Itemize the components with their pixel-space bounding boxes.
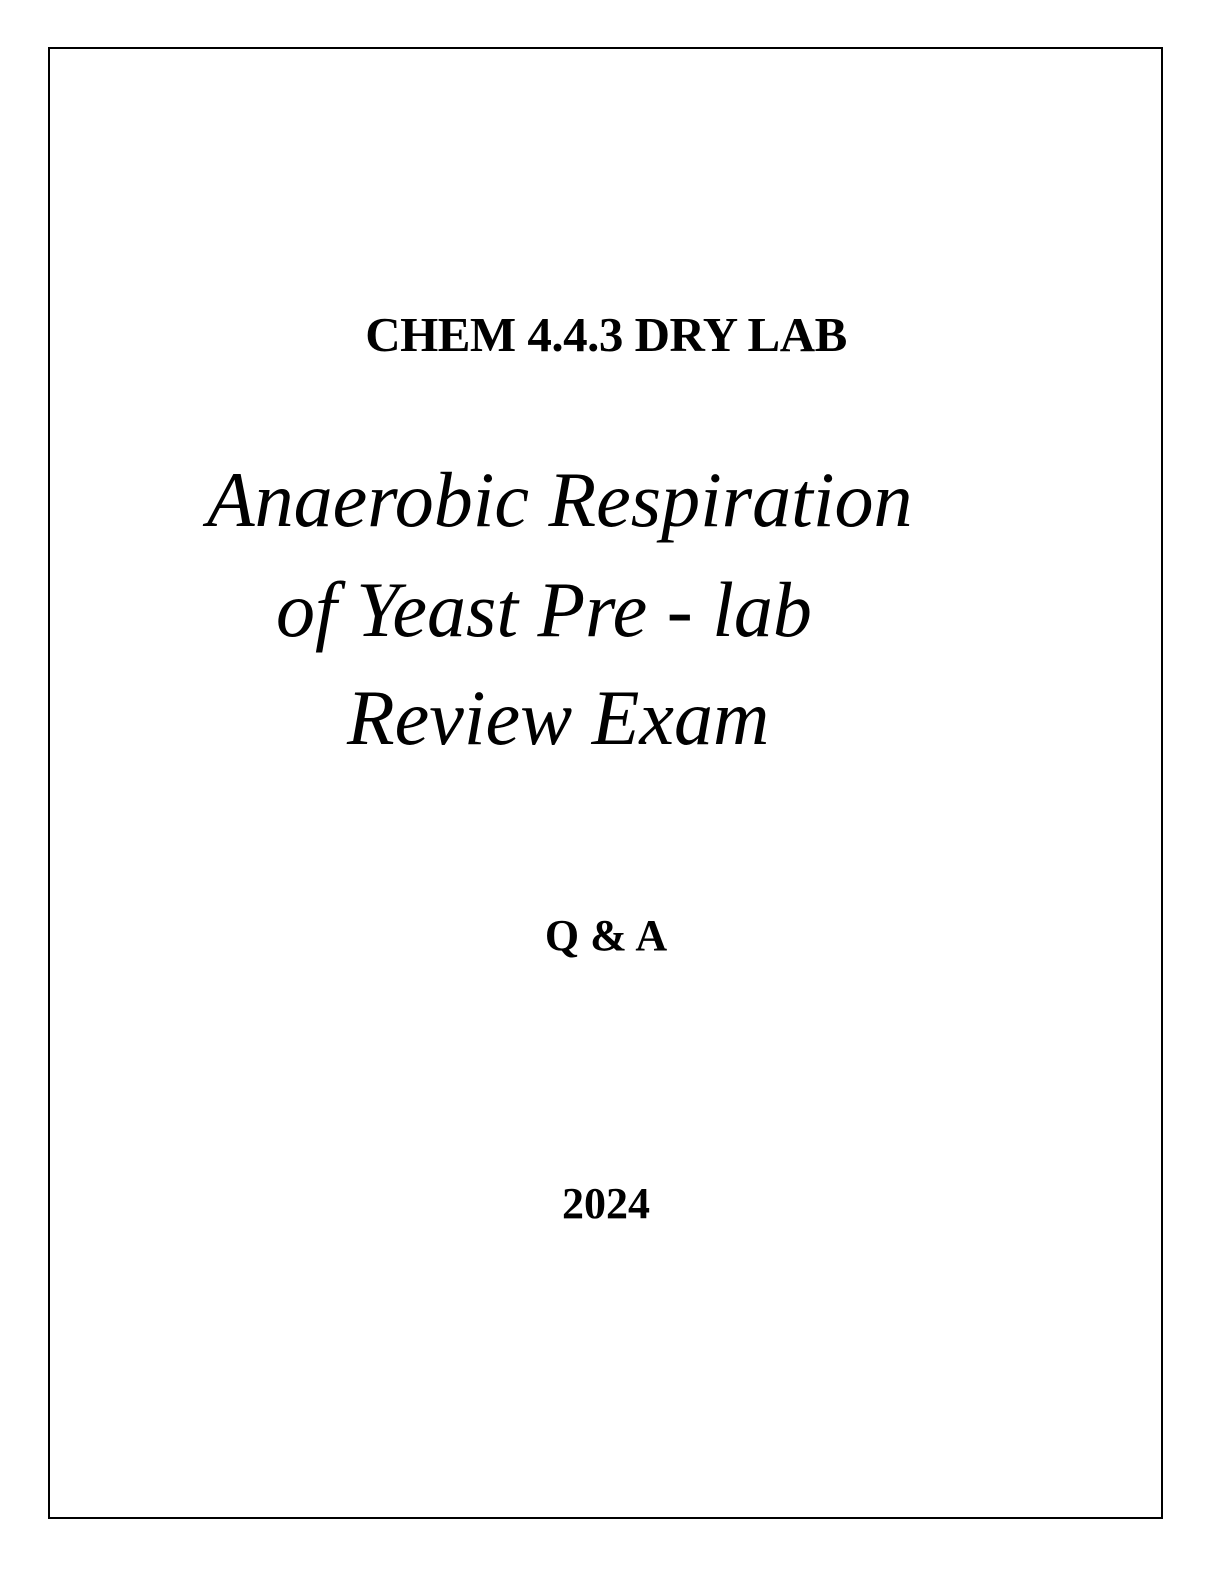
page-border [48,47,1163,1519]
title-line-2: of Yeast Pre - lab [276,566,812,653]
year-label: 2024 [562,1179,650,1228]
course-heading: CHEM 4.4.3 DRY LAB [365,307,847,362]
title-line-1: Anaerobic Respiration [207,456,913,543]
qa-label: Q & A [544,911,668,960]
title-line-3: Review Exam [347,674,770,761]
